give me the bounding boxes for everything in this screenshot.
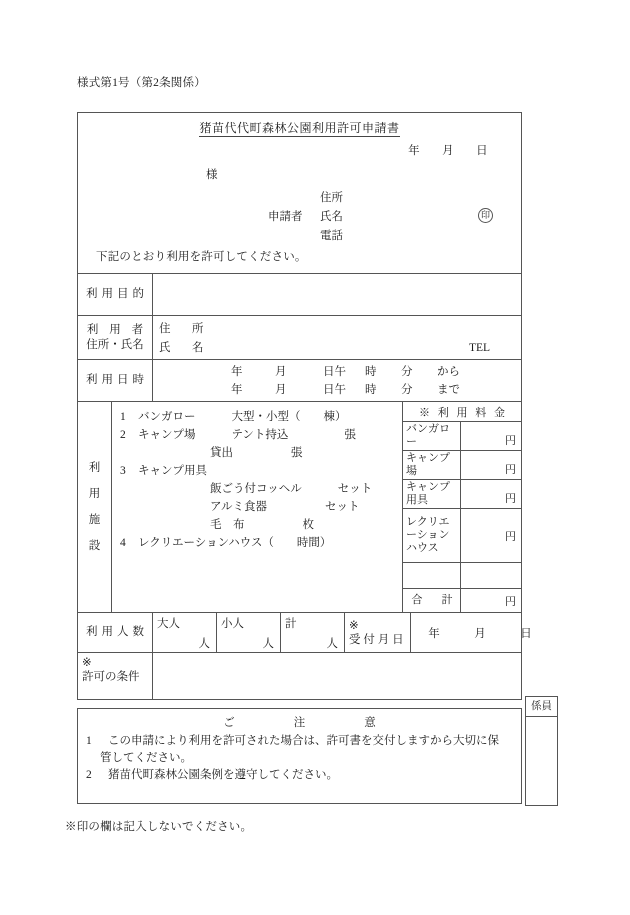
user-name-line[interactable] xyxy=(159,339,521,358)
fee-table xyxy=(403,402,521,612)
from-minute-label: 分 xyxy=(401,366,413,378)
facility-item-2-detail: 貸出 xyxy=(210,447,233,459)
facility-item-1-num: 2 xyxy=(120,429,126,441)
receipt-year-label: 年 xyxy=(428,627,440,640)
note-1-line1: この申請により利用を許可された場合は、許可書を交付しますから大切に保 xyxy=(108,735,499,747)
facility-item-7-name: レクリエーションハウス（ 時間） xyxy=(138,537,332,549)
facility-item-camp-gear[interactable] xyxy=(120,462,402,480)
people-total-unit: 人 xyxy=(326,638,338,650)
row-facility xyxy=(78,401,521,612)
datetime-fields xyxy=(153,360,521,401)
facility-item-3-name: キャンプ用具 xyxy=(138,465,207,477)
fee-row-4-name xyxy=(403,563,461,588)
note-item-1 xyxy=(78,733,521,767)
user-info-label xyxy=(78,316,153,359)
fee-table-header: ※ 利 用 料 金 xyxy=(403,402,521,422)
to-month-label: 月 xyxy=(275,384,287,396)
fee-row-0-currency: 円 xyxy=(505,435,516,448)
fee-row-2-currency: 円 xyxy=(505,493,516,506)
notes-title: ご 注 意 xyxy=(223,717,388,729)
note-1-line2: 管してください。 xyxy=(100,752,192,764)
note-1-number: 1 xyxy=(86,735,92,747)
fee-row-2-name: キャンプ用具 xyxy=(403,480,461,508)
from-suffix-label: から xyxy=(437,366,460,378)
facility-item-aluminum-tableware[interactable] xyxy=(120,498,402,516)
datetime-label: 利用日時 xyxy=(78,360,153,401)
applicant-name-row xyxy=(268,208,343,227)
receipt-month-label: 月 xyxy=(474,627,486,640)
permit-condition-input-area[interactable] xyxy=(153,653,521,699)
facility-item-0-detail: 大型・小型（ 棟） xyxy=(231,411,347,423)
staff-box[interactable] xyxy=(525,696,558,806)
form-title-text: 猪苗代代町森林公園利用許可申請書 xyxy=(199,121,400,135)
note-2-number: 2 xyxy=(86,769,92,781)
user-address-line[interactable] xyxy=(159,320,521,339)
fee-row-blank[interactable] xyxy=(403,563,521,589)
facility-item-7-num: 4 xyxy=(120,537,126,549)
from-month-label: 月 xyxy=(275,366,287,378)
facility-label-char-0: 利 xyxy=(88,462,101,474)
fee-row-recreation-house[interactable] xyxy=(403,509,521,563)
people-adult-label: 大人 xyxy=(157,618,180,630)
facility-item-4-detail: 飯ごう付コッヘル xyxy=(210,483,302,495)
facility-item-1-name: キャンプ場 xyxy=(138,429,196,441)
to-suffix-label: まで xyxy=(437,384,460,396)
datetime-from-line[interactable] xyxy=(153,363,521,381)
fee-row-5-name: 合 計 xyxy=(403,589,461,612)
facility-item-0-name: バンガロー xyxy=(138,411,196,423)
applicant-phone-label: 電話 xyxy=(320,230,343,242)
submission-date-line xyxy=(397,142,499,158)
receipt-date-label-cell xyxy=(345,613,411,652)
facility-item-3-num: 3 xyxy=(120,465,126,477)
form-header xyxy=(78,113,521,273)
application-form-box xyxy=(77,112,532,700)
people-adult-unit: 人 xyxy=(198,638,210,650)
row-datetime xyxy=(78,359,521,401)
date-month-label: 月 xyxy=(442,145,454,157)
row-user-info xyxy=(78,315,521,359)
receipt-date-label: 受 付 月 日 xyxy=(349,633,404,646)
fee-row-1-currency: 円 xyxy=(505,464,516,477)
receipt-date-value-cell[interactable] xyxy=(411,613,549,652)
footer-note: ※印の欄は記入しないでください。 xyxy=(65,821,253,833)
facility-label-char-2: 施 xyxy=(88,514,101,526)
facility-item-campsite[interactable] xyxy=(120,426,402,444)
permit-condition-label xyxy=(78,653,153,699)
people-child-label: 小人 xyxy=(221,618,244,630)
date-year-label: 年 xyxy=(408,145,420,157)
applicant-label: 申請者 xyxy=(268,211,303,223)
staff-box-label: 係員 xyxy=(526,697,557,717)
fee-row-total[interactable] xyxy=(403,589,521,612)
facility-item-blanket[interactable] xyxy=(120,516,402,534)
applicant-block xyxy=(268,189,343,246)
notes-box xyxy=(77,708,522,804)
fee-row-campsite[interactable] xyxy=(403,451,521,480)
form-title xyxy=(78,119,521,136)
facility-item-1-unit: 張 xyxy=(344,429,356,441)
facility-item-0-num: 1 xyxy=(120,411,126,423)
facility-label-char-1: 用 xyxy=(88,488,101,500)
fee-row-bungalow[interactable] xyxy=(403,422,521,451)
fee-row-4-currency xyxy=(461,563,521,588)
facility-item-campsite-rental[interactable] xyxy=(120,444,402,462)
fee-row-5-currency: 円 xyxy=(505,595,516,608)
note-item-2 xyxy=(78,767,521,784)
receipt-day-label: 日 xyxy=(520,627,532,640)
people-child-cell[interactable] xyxy=(217,613,281,652)
user-info-label-line1: 利 用 者 xyxy=(86,323,148,336)
date-day-label: 日 xyxy=(476,145,488,157)
facility-item-6-unit: 枚 xyxy=(302,519,314,531)
applicant-phone-row xyxy=(268,227,343,246)
people-count-label: 利用人数 xyxy=(78,613,153,652)
facility-item-2-unit: 張 xyxy=(291,447,303,459)
facility-label-char-3: 設 xyxy=(88,540,101,552)
people-total-cell[interactable] xyxy=(281,613,345,652)
row-purpose xyxy=(78,273,521,315)
people-total-label: 計 xyxy=(285,618,297,630)
fee-row-3-name: レクリエーションハウス xyxy=(403,509,461,562)
people-adult-cell[interactable] xyxy=(153,613,217,652)
to-hour-label: 時 xyxy=(365,384,377,396)
from-hour-label: 時 xyxy=(365,366,377,378)
facility-label xyxy=(78,402,112,612)
fee-row-camp-gear[interactable] xyxy=(403,480,521,509)
row-permit-condition xyxy=(78,652,521,699)
purpose-input-area[interactable] xyxy=(153,274,521,315)
facility-items-list xyxy=(112,402,403,612)
note-2-line1: 猪苗代町森林公園条例を遵守してください。 xyxy=(108,769,338,781)
user-info-label-line2: 住所・氏名 xyxy=(86,338,144,351)
user-address-label: 住 所 xyxy=(159,323,209,335)
applicant-address-label: 住所 xyxy=(320,192,343,204)
facility-item-5-unit: セット xyxy=(325,501,360,513)
facility-item-6-detail: 毛 布 xyxy=(210,519,245,531)
to-minute-label: 分 xyxy=(401,384,413,396)
datetime-to-line[interactable] xyxy=(153,381,521,399)
user-name-label: 氏 名 xyxy=(159,342,209,354)
applicant-name-label: 氏名 xyxy=(320,211,343,223)
facility-item-4-unit: セット xyxy=(337,483,373,495)
permit-condition-text: 許可の条件 xyxy=(82,671,140,683)
form-number: 様式第1号（第2条関係） xyxy=(77,77,206,89)
applicant-address-row xyxy=(268,189,343,208)
facility-item-bungalow[interactable] xyxy=(120,408,402,426)
user-info-fields xyxy=(153,316,521,359)
facility-item-cooker-set[interactable] xyxy=(120,480,402,498)
fee-row-0-name: バンガロー xyxy=(403,422,461,450)
user-tel-label: TEL xyxy=(469,342,491,354)
receipt-mark: ※ xyxy=(349,619,359,632)
from-day-label: 日午 xyxy=(323,366,346,378)
permit-condition-mark: ※ xyxy=(82,657,92,669)
seal-icon: 印 xyxy=(478,208,493,223)
to-year-label: 年 xyxy=(231,384,243,396)
facility-item-5-detail: アルミ食器 xyxy=(210,501,268,513)
facility-item-recreation-house[interactable] xyxy=(120,534,402,552)
to-day-label: 日午 xyxy=(323,384,346,396)
row-people-count xyxy=(78,612,532,652)
purpose-label: 利用目的 xyxy=(78,274,153,315)
facility-item-1-detail: テント持込 xyxy=(231,429,289,441)
fee-row-3-currency: 円 xyxy=(505,530,516,543)
addressee-label: 様 xyxy=(206,169,218,181)
people-child-unit: 人 xyxy=(262,638,274,650)
request-statement: 下記のとおり利用を許可してください。 xyxy=(96,251,307,263)
fee-row-1-name: キャンプ場 xyxy=(403,451,461,479)
from-year-label: 年 xyxy=(231,366,243,378)
